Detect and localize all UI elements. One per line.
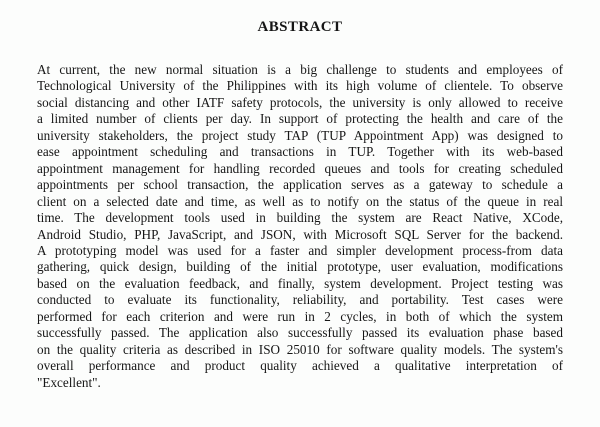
paragraph-line: Android Studio, PHP, JavaScript, and JSON, with Microsoft SQL Server for the backend. xyxy=(37,226,563,242)
paragraph-line: conducted to evaluate its functionality, reliability, and portability. Test cases were xyxy=(37,292,563,308)
paragraph-line: time. The development tools used in building the system are React Native, XCode, xyxy=(37,210,563,226)
paragraph-line: appointment management for handling recorded queues and tools for creating scheduled xyxy=(37,160,563,176)
paragraph-line: successfully passed. The application also successfully passed its evaluation phase based xyxy=(37,325,563,341)
paragraph-line: on the quality criteria as described in ISO 25010 for software quality models. The system's xyxy=(37,341,563,357)
paragraph-line: At current, the new normal situation is a big challenge to students and employees of xyxy=(37,62,563,77)
paragraph-line: A prototyping model was used for a faster and simpler development process-from data xyxy=(37,242,563,258)
paragraph-line: a limited number of clients per day. In support of protecting the health and care of the xyxy=(37,111,563,127)
paragraph-line: university stakeholders, the project study TAP (TUP Appointment App) was designed to xyxy=(37,127,563,143)
paragraph-line: appointments per school transaction, the application serves as a gateway to schedule a xyxy=(37,177,563,193)
paragraph-line: ease appointment scheduling and transactions in TUP. Together with its web-based xyxy=(37,144,563,160)
paragraph-line: based on the evaluation feedback, and finally, system development. Project testing was xyxy=(37,275,563,291)
paragraph-line: Technological University of the Philippines with its high volume of clientele. To observe xyxy=(37,78,563,94)
paragraph-line: client on a selected date and time, as well as to notify on the status of the queue in real xyxy=(37,193,563,209)
abstract-paragraph xyxy=(37,62,563,391)
paragraph-line: overall performance and product quality achieved a qualitative interpretation of xyxy=(37,358,563,374)
paragraph-line: "Excellent". xyxy=(37,374,101,390)
paragraph-line: gathering, quick design, building of the initial prototype, user evaluation, modifications xyxy=(37,259,563,275)
paragraph-line: performed for each criterion and were run in 2 cycles, in both of which the system xyxy=(37,308,563,324)
section-heading: ABSTRACT xyxy=(257,19,343,35)
paragraph-line: social distancing and other IATF safety protocols, the university is only allowed to receive xyxy=(37,94,563,110)
